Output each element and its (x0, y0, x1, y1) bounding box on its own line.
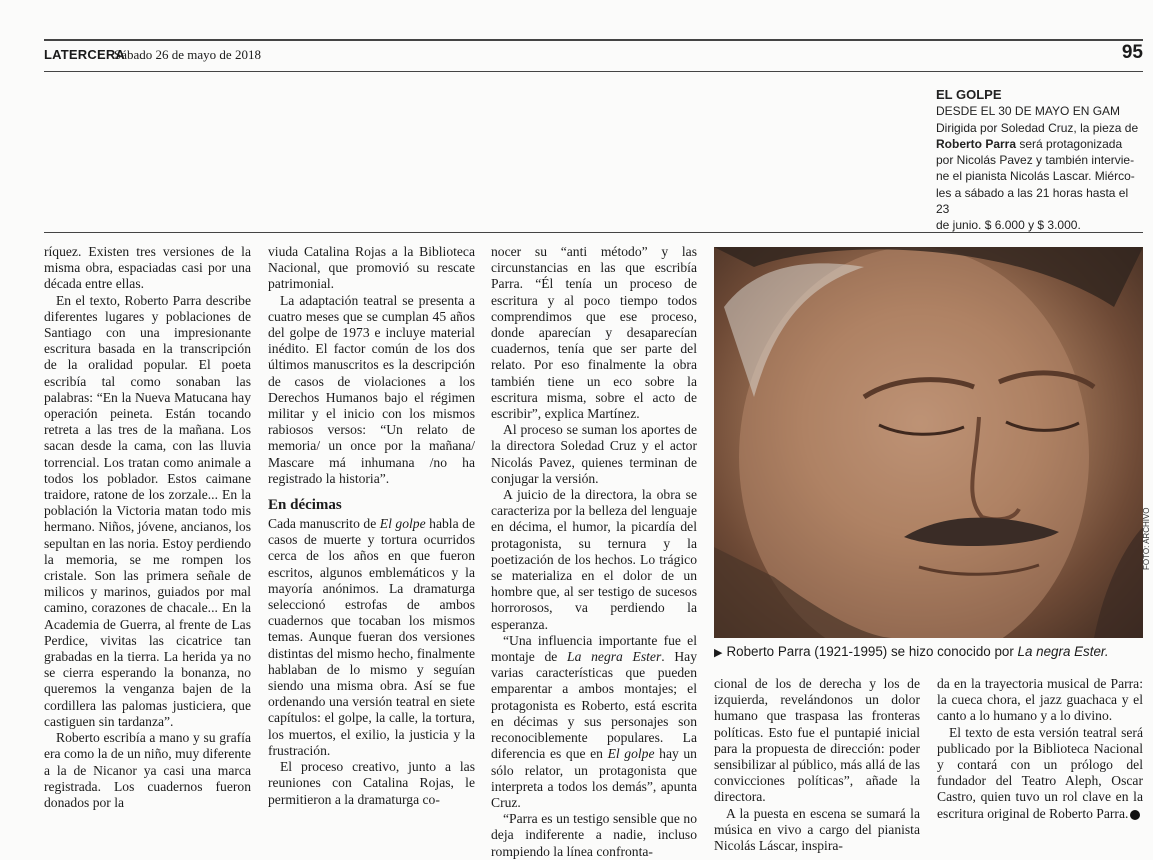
work-title: El golpe (607, 746, 655, 762)
article-column-4 (714, 676, 920, 854)
article-column-2 (268, 244, 475, 808)
portrait-photo (714, 247, 1143, 638)
paragraph-text: “Una influencia importante fue el montaje de (491, 632, 697, 665)
photo-credit: FOTO: ARCHIVO (1142, 507, 1151, 570)
paragraph-text: . Hay varias características que pueden emparentar a ambos montajes; el protagonista es Roberto, está escrita en décimas y sus personajes son reconociblemente populares. La diferencia es que en (491, 649, 697, 762)
paragraph: nocer su “anti método” y las circunstancias en las que escribía Parra. “Él tenía un proceso de escritura y al poco tiempo todos comprendimos que ese proceso, donde aparecían y desaparecían cuadernos, tenía que ser parte del relato. Por eso finalmente la obra también tiene un eco sobre la escritura misma, sobre el acto de escribir”, explica Martínez. (491, 244, 697, 422)
infobox-line: DESDE EL 30 DE MAYO EN GAM (936, 104, 1121, 119)
photo-caption (714, 644, 1144, 659)
article-column-1 (44, 244, 251, 811)
end-mark-icon (1130, 810, 1140, 820)
infobox-line: ne el pianista Nicolás Lascar. Miérco- (936, 169, 1135, 184)
infobox-line: por Nicolás Pavez y también intervie- (936, 153, 1135, 168)
publication-date: Sábado 26 de mayo de 2018 (114, 47, 261, 62)
paragraph-text: hay un sólo relator, un protagonista que interpreta a todos los demás”, apunta Cruz. (491, 746, 697, 810)
paragraph-text: El texto de esta versión teatral será publicado por la Biblioteca Nacional y contará con un prólogo del fundador del Teatro Aleph, Oscar Castro, quien tuvo un rol clave en la escritura original de Roberto Parra. (937, 724, 1143, 821)
page-header (44, 42, 1143, 67)
paragraph: A la puesta en escena se sumará la música en vivo a cargo del pianista Nicolás Láscar, inspira- (714, 805, 920, 854)
infobox-line: Dirigida por Soledad Cruz, la pieza de (936, 120, 1139, 135)
article-column-3 (491, 244, 697, 860)
event-infobox (936, 87, 1144, 234)
paragraph (937, 725, 1143, 822)
infobox-line (936, 136, 1144, 152)
paragraph: cional de los de derecha y los de izquierda, revelándonos un dolor humano que traspasa las fronteras políticas. Esto fue el puntapié inicial para la propuesta de dirección: poder sensibilizar al público, más allá de las convicciones políticas”, añade la directora. (714, 676, 920, 805)
infobox-line-text: será protagonizada (1019, 136, 1123, 151)
paragraph: ríquez. Existen tres versiones de la misma obra, espaciadas casi por una década entre ellas. (44, 244, 251, 292)
paragraph: A juicio de la directora, la obra se caracteriza por la belleza del lenguaje en décima, el humor, la picardía del protagonista, su ternura y la poetización de los hechos. Lo trágico se materializa en el dolor de un hombre que, al ser testigo de sucesos horrorosos, va perdiendo la esperanza. (491, 487, 697, 632)
paragraph: Roberto escribía a mano y su grafía era como la de un niño, muy diferente a la de Nicanor ya casi una marca registrada. Los cuadernos fueron donados por la (44, 730, 251, 810)
header-rule (44, 71, 1143, 72)
paragraph: “Parra es un testigo sensible que no deja indiferente a nadie, incluso rompiendo la línea confronta- (491, 811, 697, 859)
work-title: La negra Ester (567, 649, 662, 665)
paragraph: En el texto, Roberto Parra describe diferentes lugares y poblaciones de Santiago con una impresionante escritura basada en la transcripción de la oralidad popular. El poeta escribía tal como sonaban las palabras: “En la Nueva Matucana hay operación peineta. Están tocando retreta a las tres de la mañana. Los sacan desde la cama, con las lluvia torrencial. Los tratan como animale a todos los poblador. Estos caimane traidore, ratone de los zorzale... En la población la Victoria matan todo mis hermano. Niños, jóvene, ancianos, los sepultan en las noria. Estoy perdiendo la memoria, se me rompen los cristale. Son las primera señale de milicos y marinos, guiados por mal camino, corazones de chacale... En la Academia de Guerra, al frente de Las Perdice, vivitas las cicatrice tan grabadas en la tierra. La herida ya no se cierra esperando la bonanza, no queremos la venganza bajen de la cordillera las palomas justiciera, que castiguen sin tardanza”. (44, 292, 251, 729)
paragraph: El proceso creativo, junto a las reuniones con Catalina Rojas, le permitieron a la dramaturga co- (268, 759, 475, 807)
article-column-5 (937, 676, 1143, 822)
page-number: 95 (1121, 42, 1143, 63)
paragraph-text: Cada manuscrito de (268, 516, 377, 532)
paragraph (491, 633, 697, 811)
masthead: LATERCERA (44, 47, 125, 62)
caption-work-title: La negra Ester. (1017, 644, 1109, 659)
paragraph (268, 516, 475, 759)
infobox-title: EL GOLPE (936, 87, 1002, 102)
paragraph: Al proceso se suman los aportes de la directora Soledad Cruz y el actor Nicolás Pavez, quienes terminan de conjugar la versión. (491, 422, 697, 486)
portrait-illustration (714, 247, 1143, 638)
infobox-line: de junio. $ 6.000 y $ 3.000. (936, 218, 1081, 233)
infobox-bold-name: Roberto Parra (936, 136, 1017, 151)
caption-text: Roberto Parra (1921-1995) se hizo conocido por (726, 644, 1014, 659)
section-rule (44, 232, 1143, 233)
paragraph: viuda Catalina Rojas a la Biblioteca Nacional, que promovió su rescate patrimonial. (268, 244, 475, 292)
paragraph: La adaptación teatral se presenta a cuatro meses que se cumplan 45 años del golpe de 1973 e incluye material inédito. El factor común de los dos últimos manuscritos es la descripción de casos de violaciones a los Derechos Humanos bajo el régimen militar y el inicio con los mismos rabiosos versos: “Un relato de memoria/ un once por la mañana/ Mascare má inhumana /no ha registrado la historia”. (268, 292, 475, 486)
subheading: En décimas (268, 497, 342, 514)
top-rule (44, 39, 1143, 41)
paragraph-text: habla de casos de muerte y tortura ocurridos cerca de los años en que fueron escritos, algunos emblemáticos y la mayoría anónimos. La dramaturga seleccionó estrofas de ambos cuadernos que tocaban los mismos temas. Aunque fueran dos versiones distintas del mismo hecho, finalmente hablaban de lo mismo y seguían siendo una misma obra. Así se fue ordenando una versión teatral en siete capítulos: el golpe, la calle, la tortura, los muertos, el exilio, la justicia y la frustración. (268, 516, 475, 758)
infobox-line: les a sábado a las 21 horas hasta el 23 (936, 185, 1129, 217)
work-title: El golpe (379, 516, 426, 532)
caption-arrow-icon: ▶ (714, 647, 723, 659)
paragraph: da en la trayectoria musical de Parra: la cueca chora, el jazz guachaca y el canto a lo humano y a lo divino. (937, 676, 1143, 724)
